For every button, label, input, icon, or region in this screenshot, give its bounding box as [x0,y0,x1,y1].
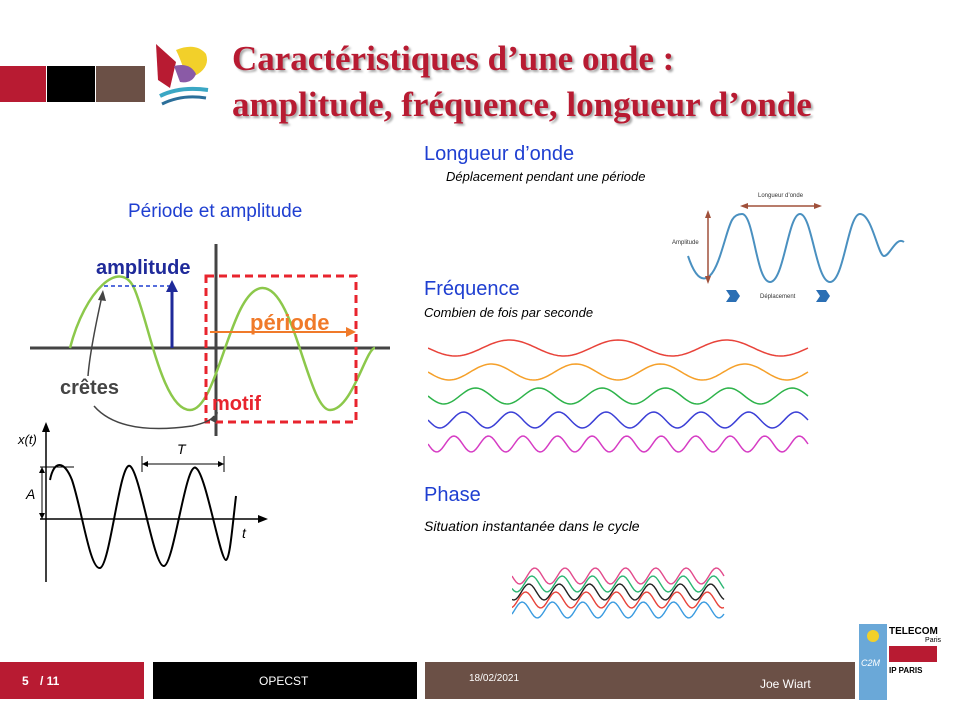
frequence-wave [428,412,808,428]
telecom-logo-text: TELECOM [889,626,938,637]
label-t: t [242,525,246,541]
c2m-logo-text: C2M [861,658,881,668]
slide-title [232,36,952,128]
phase-waves [512,560,726,630]
page-total: / 11 [40,674,60,688]
label-A: A [26,486,36,502]
c2m-bulb-icon [867,630,879,642]
periode-diagram [30,240,390,440]
label-periode: période [250,310,330,335]
telecom-logo-paris: Paris [925,637,941,644]
page-current: 5 [22,674,29,688]
footer-org-box [153,662,417,699]
longueur-wave [688,214,904,282]
telecom-emblem [889,646,937,662]
label-motif: motif [212,393,261,415]
header-bar-black [47,66,95,102]
frequence-wave [428,364,808,380]
c2m-logo [859,624,887,700]
footer-author: Joe Wiart [760,677,811,691]
slide-title-line1: Caractéristiques d’une onde : [232,39,675,78]
phase-subtitle: Situation instantanée dans le cycle [424,518,640,534]
header-bar-red [0,66,46,102]
phase-heading: Phase [424,484,481,506]
frequence-waves [428,330,810,460]
math-sine [50,465,236,568]
math-plot [14,420,274,590]
label-cretes: crêtes [60,377,119,399]
logo [150,40,216,110]
phase-wave [512,568,724,584]
longueur-heading: Longueur d’onde [424,143,575,165]
footer-info-box [425,662,855,699]
header-bar-brown [96,66,145,102]
frequence-subtitle: Combien de fois par seconde [424,305,594,320]
ipparis-logo-text: IP PARIS [889,666,923,675]
label-T: T [177,441,186,457]
frequence-wave [428,388,808,404]
label-amplitude-small: Amplitude [672,240,699,246]
label-deplacement: Déplacement [760,294,796,300]
footer-date: 18/02/2021 [469,673,520,684]
label-amplitude: amplitude [96,257,191,279]
frequence-wave [428,340,808,356]
longueur-diagram [670,186,910,306]
frequence-wave [428,436,808,452]
telecom-logo [889,626,953,686]
label-longueur-onde: Longueur d’onde [758,193,804,199]
longueur-subtitle: Déplacement pendant une période [446,169,646,184]
footer-org: OPECST [259,674,309,688]
slide-title-line2: amplitude, fréquence, longueur d’onde [232,85,812,124]
phase-wave [512,602,724,618]
label-x-of-t: x(t) [18,432,37,447]
periode-heading: Période et amplitude [128,201,303,222]
frequence-heading: Fréquence [424,278,520,300]
footer-page-box [0,662,144,699]
